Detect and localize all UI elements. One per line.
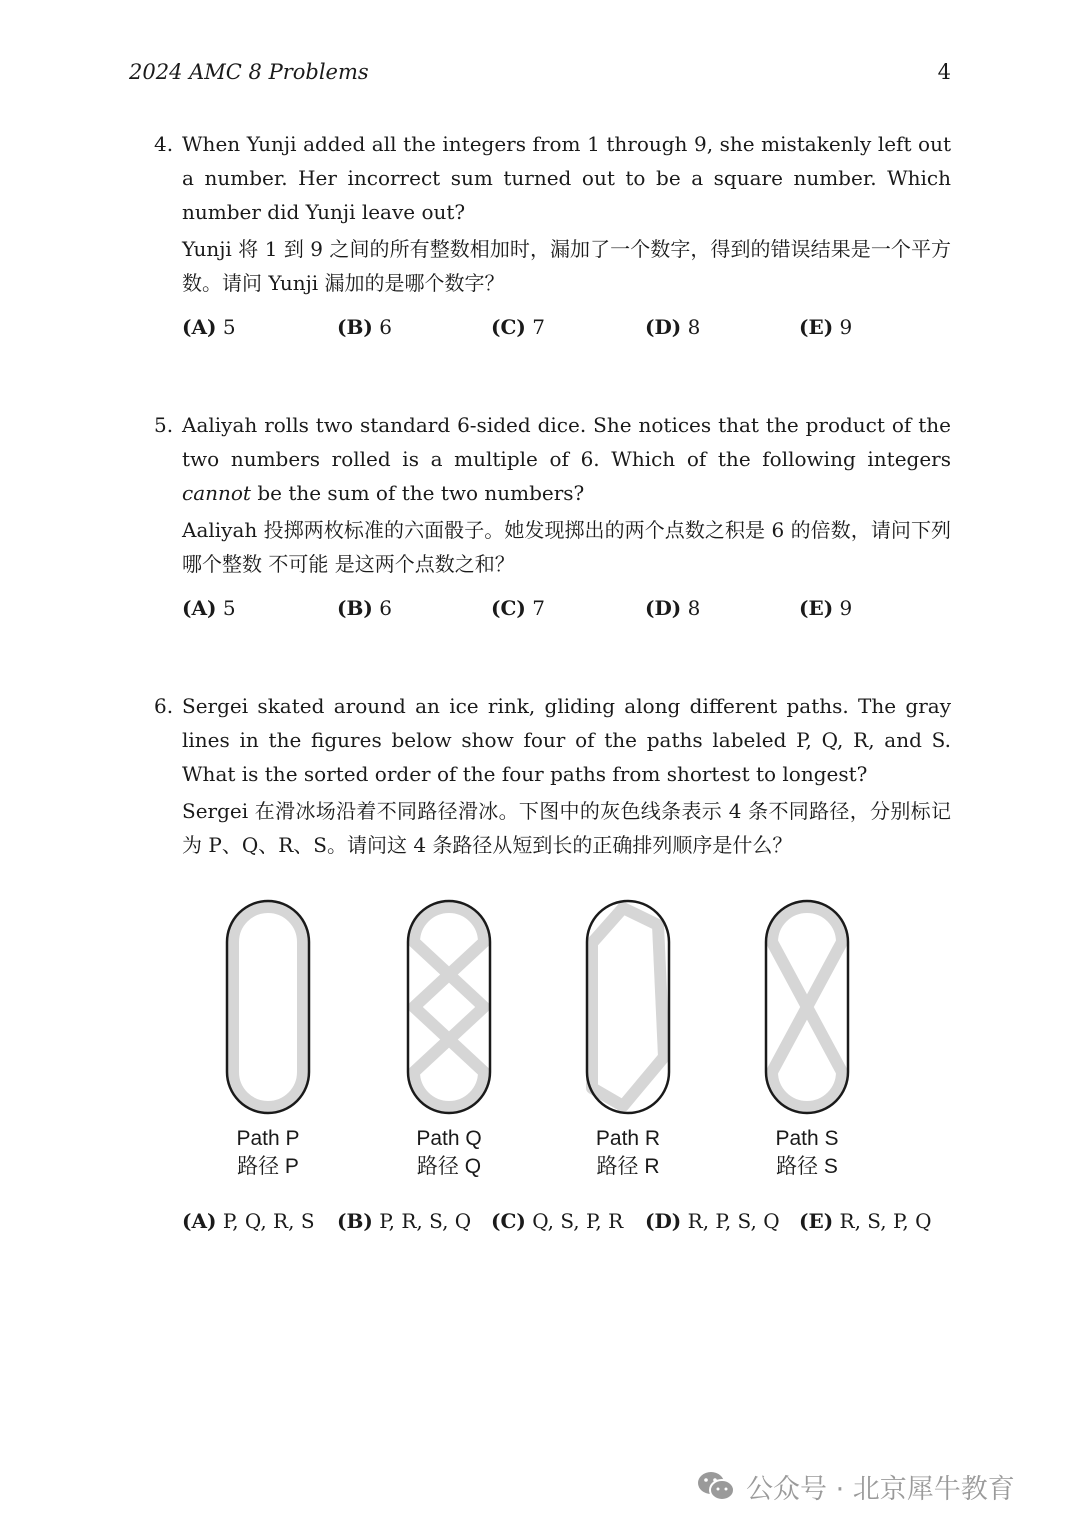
- paths-figure: [220, 895, 860, 1185]
- choice-b[interactable]: (B) 6: [337, 596, 392, 620]
- answer-choices: [182, 310, 951, 344]
- path-s-figure: [766, 901, 848, 1113]
- path-p-figure: [227, 901, 309, 1113]
- choice-d[interactable]: (D) 8: [645, 315, 701, 339]
- path-r-gray-line: [592, 908, 664, 1106]
- problem-4: [154, 127, 951, 344]
- path-r-label: Path R 路径 R: [595, 1127, 661, 1178]
- choice-b[interactable]: (B) 6: [337, 315, 392, 339]
- problem-6: [154, 689, 951, 862]
- path-q-gray-line: [414, 907, 484, 1107]
- choice-d[interactable]: (D) 8: [645, 596, 701, 620]
- watermark: [696, 1466, 1015, 1506]
- answer-choices: [182, 591, 951, 625]
- problem-text-en: When Yunji added all the integers from 1 through 9, she mistakenly left out a number. Her incorrect sum turned out to be a square number. Which number did Yunji leave out?: [182, 132, 951, 224]
- problem-number: 4.: [154, 132, 174, 156]
- choice-b[interactable]: (B) P, R, S, Q: [337, 1209, 472, 1233]
- choice-c[interactable]: (C) Q, S, P, R: [491, 1209, 624, 1233]
- choice-e[interactable]: (E) 9: [799, 596, 853, 620]
- path-p-gray-line: [233, 907, 303, 1107]
- emphasis-cannot: cannot: [182, 481, 251, 505]
- path-s-label: Path S 路径 S: [775, 1127, 839, 1178]
- problem-text-zh: Aaliyah 投掷两枚标准的六面骰子。她发现掷出的两个点数之积是 6 的倍数，请问下列哪个整数 不可能 是这两个点数之和？: [182, 518, 951, 576]
- choice-e[interactable]: (E) 9: [799, 315, 853, 339]
- choice-a[interactable]: (A) 5: [182, 315, 236, 339]
- choice-a[interactable]: (A) 5: [182, 596, 236, 620]
- path-s-gray-line: [772, 907, 842, 1107]
- problem-text-zh: Sergei 在滑冰场沿着不同路径滑冰。下图中的灰色线条表示 4 条不同路径，分别标记为 P、Q、R、S。请问这 4 条路径从短到长的正确排列顺序是什么？: [182, 799, 951, 857]
- choice-e[interactable]: (E) R, S, P, Q: [799, 1209, 932, 1233]
- path-q-label: Path Q 路径 Q: [416, 1127, 482, 1178]
- header-title: 2024 AMC 8 Problems: [129, 60, 369, 84]
- page-number: 4: [937, 60, 951, 84]
- choice-c[interactable]: (C) 7: [491, 596, 545, 620]
- answer-choices-problem-6: [182, 1204, 962, 1238]
- problem-text-zh: Yunji 将 1 到 9 之间的所有整数相加时，漏加了一个数字，得到的错误结果是一个平方数。请问 Yunji 漏加的是哪个数字？: [182, 237, 951, 295]
- watermark-text: 公众号 · 北京犀牛教育: [746, 1473, 1015, 1505]
- choice-d[interactable]: (D) R, P, S, Q: [645, 1209, 780, 1233]
- path-p-label: Path P 路径 P: [236, 1127, 300, 1178]
- path-r-figure: [587, 901, 669, 1113]
- problem-text-en: Sergei skated around an ice rink, gliding along different paths. The gray lines in the figures below show four of the paths labeled P, Q, R, and S. What is the sorted order of the four paths from shortest to longest?: [182, 694, 951, 786]
- problem-5: [154, 408, 951, 625]
- choice-c[interactable]: (C) 7: [491, 315, 545, 339]
- problem-number: 6.: [154, 694, 174, 718]
- wechat-icon: [696, 1469, 736, 1503]
- paths-diagram: [220, 895, 860, 1125]
- path-q-figure: [408, 901, 490, 1113]
- problem-number: 5.: [154, 413, 174, 437]
- choice-a[interactable]: (A) P, Q, R, S: [182, 1209, 315, 1233]
- problem-text-en: Aaliyah rolls two standard 6-sided dice. She notices that the product of the two numbers rolled is a multiple of 6. Which of the following integers cannot be the sum of the two numbers?: [182, 413, 951, 505]
